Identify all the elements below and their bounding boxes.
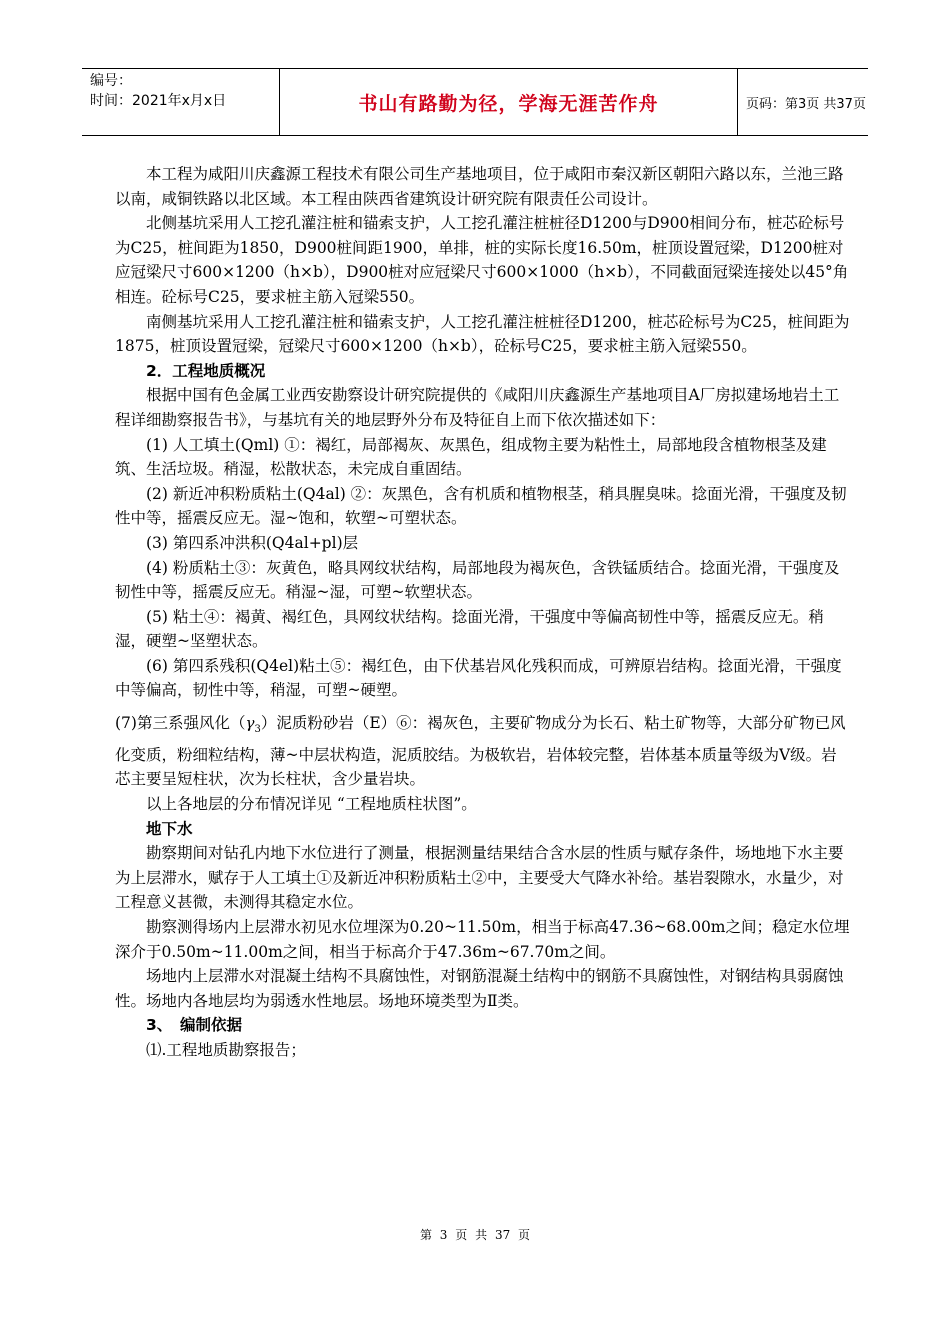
motto-text: 书山有路勤为径，学海无涯苦作舟	[358, 92, 659, 115]
footer-gong: 共	[475, 1228, 488, 1242]
gamma-subscript: 3	[254, 724, 261, 736]
footer-di: 第	[419, 1228, 432, 1242]
section-heading-geology: 2．工程地质概况	[146, 361, 266, 380]
paragraph-geology-intro: 根据中国有色金属工业西安勘察设计研究院提供的《咸阳川庆鑫源生产基地项目A厂房拟建场地岩土工程详细勘察报告书》，与基坑有关的地层野外分布及特征自上而下依次描述如下：	[115, 386, 840, 429]
footer-total-pages: 37	[494, 1228, 511, 1242]
header-meta	[82, 69, 280, 135]
stratum-3: (3) 第四系冲洪积(Q4al+pl)层	[146, 533, 359, 552]
stratum-1: (1) 人工填土(Qml) ①：褐红，局部褐灰、灰黑色，组成物主要为粘性土，局部地段含植物根茎及建筑、生活垃圾。稍湿，松散状态，未完成自重固结。	[115, 435, 827, 479]
stratum-6: (6) 第四系残积(Q4el)粘土⑤：褐红色，由下伏基岩风化残积而成，可辨原岩结构。捻面光滑，干强度中等偏高，韧性中等，稍湿，可塑~硬塑。	[115, 656, 842, 700]
page-label: 页码：第3页 共37页	[746, 96, 866, 112]
document-body	[115, 162, 850, 1062]
paragraph-overview: 本工程为咸阳川庆鑫源工程技术有限公司生产基地项目，位于咸阳市秦汉新区朝阳六路以东，兰池三路以南，咸铜铁路以北区域。本工程由陕西省建筑设计研究院有限责任公司设计。	[115, 165, 844, 208]
page-footer	[0, 1226, 950, 1243]
serial-label: 编号：	[90, 73, 132, 89]
footer-ye: 页	[455, 1228, 468, 1242]
page-header	[82, 68, 868, 136]
paragraph-column-ref: 以上各地层的分布情况详见 “工程地质柱状图”。	[146, 794, 477, 813]
gamma-symbol: γ	[245, 714, 255, 733]
basis-item-1: ⑴.工程地质勘察报告；	[146, 1040, 306, 1059]
stratum-2: (2) 新近冲积粉质粘土(Q4al) ②：灰黑色，含有机质和植物根茎，稍具腥臭味。捻面光滑，干强度及韧性中等，摇震反应无。湿~饱和，软塑~可塑状态。	[115, 484, 847, 528]
footer-ye-2: 页	[518, 1228, 531, 1242]
stratum-7-text: ）泥质粉砂岩（E）⑥：褐灰色，主要矿物成分为长石、粘土矿物等，大部分矿物已风化变质，粉细粒结构，薄~中层状构造，泥质胶结。为极软岩，岩体较完整，岩体基本质量等级为Ⅴ级。岩芯主要呈短柱状，次为长柱状，含少量岩块。	[115, 714, 846, 789]
stratum-7	[115, 711, 850, 792]
section-heading-basis: 3、 编制依据	[146, 1016, 243, 1035]
section-heading-groundwater: 地下水	[146, 819, 193, 838]
paragraph-groundwater-1: 勘察期间对钻孔内地下水位进行了测量，根据测量结果结合含水层的性质与赋存条件，场地地下水主要为上层滞水，赋存于人工填土①及新近冲积粉质粘土②中，主要受大气降水补给。基岩裂隙水，水量少，对工程意义甚微，未测得其稳定水位。	[115, 844, 844, 912]
paragraph-south-pit: 南侧基坑采用人工挖孔灌注桩和锚索支护，人工挖孔灌注桩桩径D1200，桩芯砼标号为C25，桩间距为1875，桩顶设置冠梁，冠梁尺寸600×1200（h×b），砼标号C25，要求桩主筋入冠梁550。	[115, 312, 850, 356]
paragraph-groundwater-2: 勘察测得场内上层滞水初见水位埋深为0.20~11.50m，相当于标高47.36~68.00m之间；稳定水位埋深介于0.50m~11.00m之间，相当于标高介于47.36m~67.70m之间。	[115, 917, 850, 961]
footer-current-page: 3	[439, 1228, 448, 1242]
stratum-4: (4) 粉质粘土③：灰黄色，略具网纹状结构，局部地段为褐灰色，含铁锰质结合。捻面光滑，干强度及韧性中等，摇震反应无。稍湿~湿，可塑~软塑状态。	[115, 558, 840, 602]
date-label: 时间：2021年x月x日	[90, 93, 227, 109]
header-page-cell	[738, 69, 868, 135]
paragraph-groundwater-3: 场地内上层滞水对混凝土结构不具腐蚀性，对钢筋混凝土结构中的钢筋不具腐蚀性，对钢结构具弱腐蚀性。场地内各地层均为弱透水性地层。场地环境类型为Ⅱ类。	[115, 967, 844, 1010]
paragraph-north-pit: 北侧基坑采用人工挖孔灌注桩和锚索支护，人工挖孔灌注桩桩径D1200与D900相间分布，桩芯砼标号为C25，桩间距为1850，D900桩间距1900，单排，桩的实际长度16.50m，桩顶设置冠梁，D1200桩对应冠梁尺寸600×1200（h×b），D900桩对应冠梁尺寸600×1000（h×b），不同截面冠梁连接处以45°角相连。砼标号C25，要求桩主筋入冠梁550。	[115, 214, 849, 306]
stratum-7-prefix: (7)第三系强风化（	[115, 714, 246, 733]
stratum-5: (5) 粘土④：褐黄、褐红色，具网纹状结构。捻面光滑，干强度中等偏高韧性中等，摇震反应无。稍湿，硬塑~坚塑状态。	[115, 607, 824, 651]
header-motto-cell	[280, 69, 738, 135]
